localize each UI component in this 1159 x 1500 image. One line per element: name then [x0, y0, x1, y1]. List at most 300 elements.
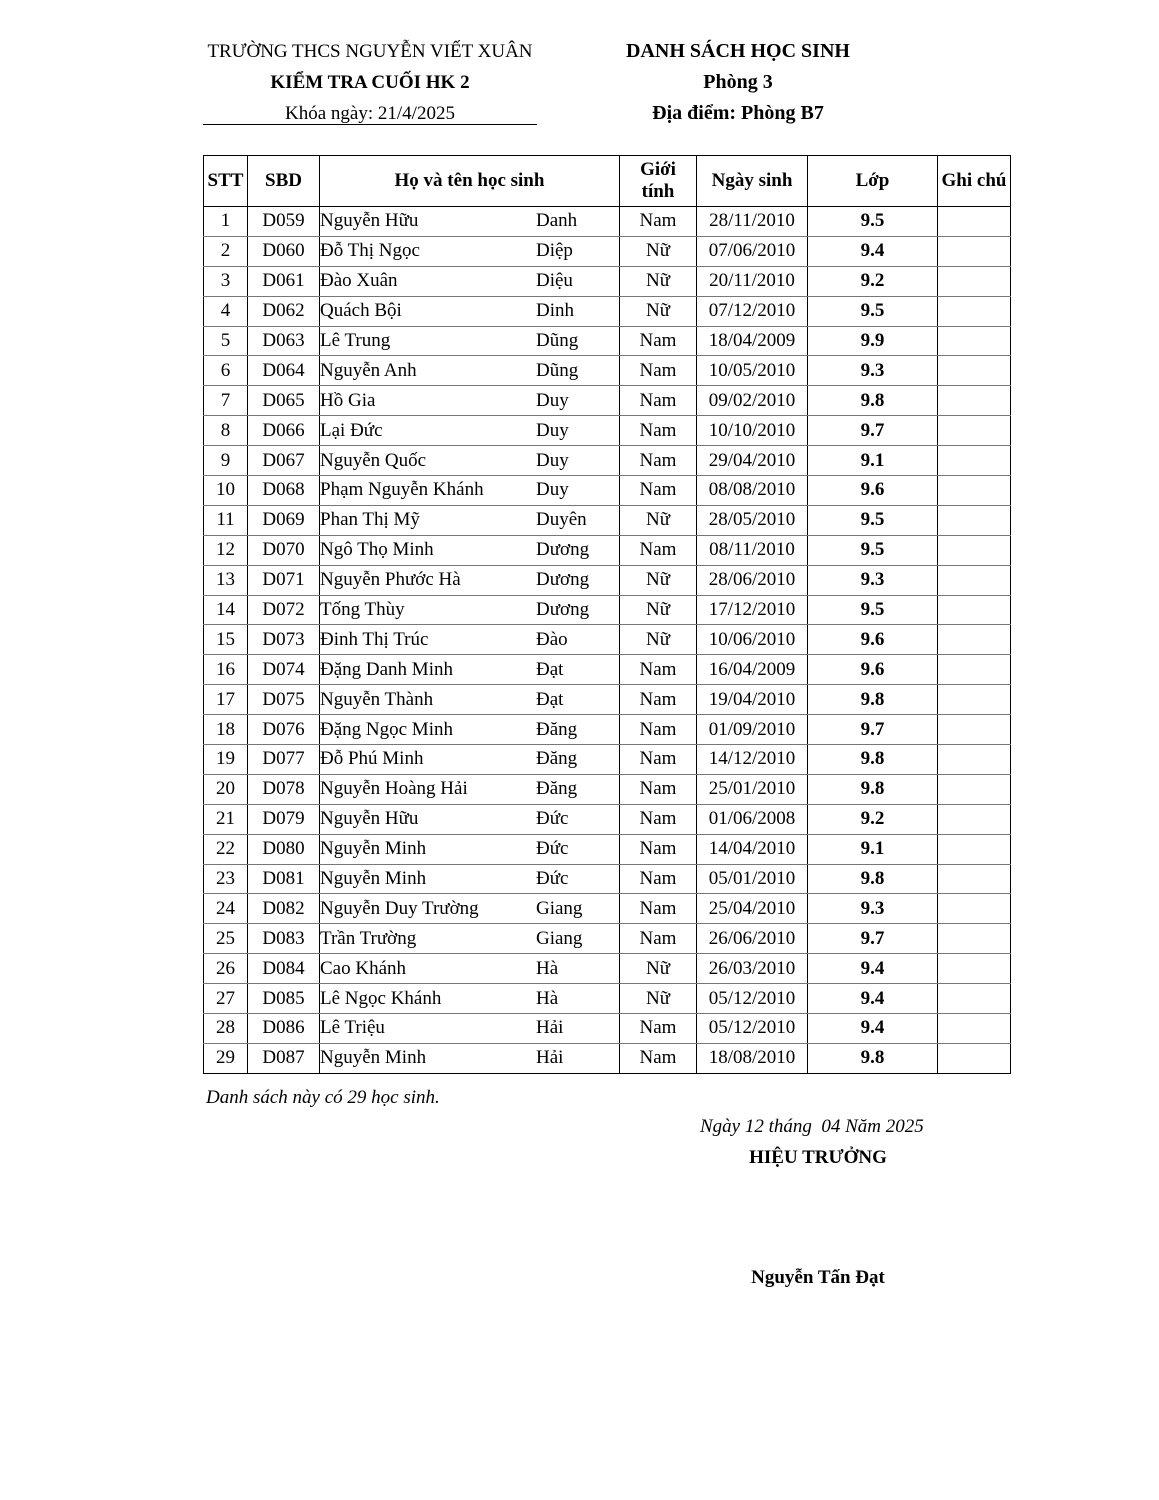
- cell-sbd: D073: [248, 625, 320, 655]
- cell-class: 9.8: [808, 745, 938, 775]
- table-row: [204, 894, 1011, 924]
- cell-name: [320, 834, 620, 864]
- cell-dob: 26/03/2010: [697, 954, 808, 984]
- page-title: DANH SÁCH HỌC SINH: [626, 40, 850, 62]
- cell-note: [938, 804, 1011, 834]
- last-name: Quách Bội: [320, 300, 402, 322]
- header-note: Ghi chú: [938, 156, 1011, 207]
- cell-class: 9.3: [808, 565, 938, 595]
- cell-stt: 24: [204, 894, 248, 924]
- cell-dob: 07/12/2010: [697, 296, 808, 326]
- cell-gender: Nam: [620, 685, 697, 715]
- cell-name: [320, 505, 620, 535]
- cell-stt: 14: [204, 595, 248, 625]
- given-name: Danh: [536, 210, 578, 232]
- cell-sbd: D079: [248, 804, 320, 834]
- cell-gender: Nam: [620, 834, 697, 864]
- cell-stt: 21: [204, 804, 248, 834]
- school-header: [203, 36, 537, 129]
- cell-note: [938, 745, 1011, 775]
- given-name: Duy: [536, 479, 569, 501]
- cell-class: 9.8: [808, 386, 938, 416]
- last-name: Nguyễn Duy Trường: [320, 897, 479, 919]
- cell-sbd: D061: [248, 266, 320, 296]
- table-row: [204, 416, 1011, 446]
- given-name: Dương: [536, 569, 590, 591]
- cell-name: [320, 565, 620, 595]
- cell-note: [938, 894, 1011, 924]
- cell-stt: 6: [204, 356, 248, 386]
- cell-class: 9.3: [808, 894, 938, 924]
- cell-gender: Nữ: [620, 565, 697, 595]
- cell-gender: Nam: [620, 416, 697, 446]
- cell-sbd: D063: [248, 326, 320, 356]
- cell-sbd: D077: [248, 745, 320, 775]
- given-name: Dương: [536, 539, 590, 561]
- table-row: [204, 595, 1011, 625]
- cell-sbd: D087: [248, 1043, 320, 1073]
- cell-dob: 05/12/2010: [697, 984, 808, 1014]
- header-divider: [203, 124, 537, 125]
- table-row: [204, 207, 1011, 237]
- cell-gender: Nam: [620, 326, 697, 356]
- header-gender: [620, 156, 697, 207]
- last-name: Nguyễn Minh: [320, 1047, 427, 1069]
- given-name: Duy: [536, 389, 569, 411]
- header-name: Họ và tên học sinh: [320, 156, 620, 207]
- cell-sbd: D060: [248, 236, 320, 266]
- table-row: [204, 655, 1011, 685]
- cell-class: 9.1: [808, 834, 938, 864]
- table-row: [204, 326, 1011, 356]
- cell-gender: Nữ: [620, 625, 697, 655]
- given-name: Giang: [536, 927, 583, 949]
- cell-note: [938, 476, 1011, 506]
- cell-note: [938, 356, 1011, 386]
- sign-date: Ngày 12 tháng 04 Năm 2025: [700, 1116, 924, 1137]
- cell-name: [320, 356, 620, 386]
- last-name: Cao Khánh: [320, 957, 407, 979]
- cell-dob: 09/02/2010: [697, 386, 808, 416]
- cell-dob: 01/06/2008: [697, 804, 808, 834]
- cell-stt: 8: [204, 416, 248, 446]
- cell-name: [320, 386, 620, 416]
- cell-dob: 25/04/2010: [697, 894, 808, 924]
- exam-date: Khóa ngày: 21/4/2025: [285, 103, 455, 124]
- cell-stt: 1: [204, 207, 248, 237]
- cell-dob: 29/04/2010: [697, 446, 808, 476]
- last-name: Lê Trung: [320, 330, 391, 351]
- cell-gender: Nam: [620, 356, 697, 386]
- cell-note: [938, 1043, 1011, 1073]
- cell-class: 9.6: [808, 476, 938, 506]
- cell-sbd: D083: [248, 924, 320, 954]
- cell-sbd: D068: [248, 476, 320, 506]
- cell-name: [320, 715, 620, 745]
- cell-dob: 10/10/2010: [697, 416, 808, 446]
- last-name: Nguyễn Anh: [320, 359, 417, 381]
- given-name: Đức: [536, 838, 569, 860]
- given-name: Dũng: [536, 330, 579, 351]
- cell-class: 9.8: [808, 864, 938, 894]
- cell-name: [320, 266, 620, 296]
- cell-gender: Nam: [620, 535, 697, 565]
- cell-stt: 27: [204, 984, 248, 1014]
- table-row: [204, 505, 1011, 535]
- cell-class: 9.5: [808, 296, 938, 326]
- cell-gender: Nữ: [620, 505, 697, 535]
- header-class: Lớp: [808, 156, 938, 207]
- table-row: [204, 954, 1011, 984]
- given-name: Duy: [536, 419, 569, 441]
- cell-name: [320, 535, 620, 565]
- cell-class: 9.4: [808, 1014, 938, 1044]
- cell-name: [320, 864, 620, 894]
- last-name: Tống Thùy: [320, 599, 405, 621]
- last-name: Phan Thị Mỹ: [320, 509, 420, 531]
- cell-sbd: D082: [248, 894, 320, 924]
- table-row: [204, 266, 1011, 296]
- cell-name: [320, 804, 620, 834]
- table-row: [204, 745, 1011, 775]
- signer-name: Nguyễn Tấn Đạt: [751, 1267, 885, 1288]
- cell-gender: Nam: [620, 864, 697, 894]
- cell-gender: Nữ: [620, 954, 697, 984]
- cell-name: [320, 774, 620, 804]
- cell-note: [938, 207, 1011, 237]
- cell-gender: Nữ: [620, 236, 697, 266]
- last-name: Trần Trường: [320, 927, 417, 949]
- cell-gender: Nam: [620, 476, 697, 506]
- table-row: [204, 1014, 1011, 1044]
- cell-class: 9.3: [808, 356, 938, 386]
- cell-name: [320, 416, 620, 446]
- table-row: [204, 864, 1011, 894]
- cell-dob: 10/06/2010: [697, 625, 808, 655]
- cell-sbd: D064: [248, 356, 320, 386]
- given-name: Hải: [536, 1017, 564, 1039]
- header-gender-line1: Giới: [640, 159, 676, 180]
- cell-sbd: D078: [248, 774, 320, 804]
- given-name: Dương: [536, 599, 590, 621]
- cell-dob: 18/08/2010: [697, 1043, 808, 1073]
- given-name: Đăng: [536, 748, 578, 770]
- table-row: [204, 625, 1011, 655]
- last-name: Nguyễn Hoàng Hải: [320, 778, 468, 800]
- cell-gender: Nam: [620, 386, 697, 416]
- last-name: Đỗ Thị Ngọc: [320, 240, 420, 262]
- cell-dob: 20/11/2010: [697, 266, 808, 296]
- cell-name: [320, 207, 620, 237]
- cell-note: [938, 416, 1011, 446]
- cell-note: [938, 834, 1011, 864]
- last-name: Đặng Danh Minh: [320, 658, 453, 680]
- cell-dob: 01/09/2010: [697, 715, 808, 745]
- last-name: Lại Đức: [320, 419, 383, 441]
- cell-dob: 07/06/2010: [697, 236, 808, 266]
- cell-sbd: D065: [248, 386, 320, 416]
- cell-name: [320, 625, 620, 655]
- header-dob: Ngày sinh: [697, 156, 808, 207]
- last-name: Lê Triệu: [320, 1017, 385, 1039]
- cell-note: [938, 1014, 1011, 1044]
- cell-sbd: D085: [248, 984, 320, 1014]
- table-row: [204, 834, 1011, 864]
- table-row: [204, 685, 1011, 715]
- cell-note: [938, 924, 1011, 954]
- cell-name: [320, 236, 620, 266]
- cell-class: 9.4: [808, 954, 938, 984]
- cell-class: 9.5: [808, 595, 938, 625]
- given-name: Hải: [536, 1047, 564, 1069]
- given-name: Dinh: [536, 300, 574, 322]
- given-name: Đăng: [536, 778, 578, 800]
- given-name: Hà: [536, 987, 559, 1009]
- given-name: Đăng: [536, 718, 578, 740]
- last-name: Ngô Thọ Minh: [320, 539, 434, 561]
- count-note: Danh sách này có 29 học sinh.: [206, 1087, 440, 1108]
- cell-class: 9.5: [808, 505, 938, 535]
- cell-name: [320, 984, 620, 1014]
- cell-class: 9.5: [808, 207, 938, 237]
- cell-name: [320, 296, 620, 326]
- last-name: Đặng Ngọc Minh: [320, 718, 453, 740]
- cell-name: [320, 894, 620, 924]
- cell-dob: 28/11/2010: [697, 207, 808, 237]
- given-name: Diệp: [536, 240, 573, 262]
- cell-name: [320, 595, 620, 625]
- cell-sbd: D074: [248, 655, 320, 685]
- cell-stt: 26: [204, 954, 248, 984]
- cell-note: [938, 446, 1011, 476]
- cell-gender: Nam: [620, 446, 697, 476]
- cell-sbd: D059: [248, 207, 320, 237]
- cell-sbd: D075: [248, 685, 320, 715]
- cell-class: 9.6: [808, 655, 938, 685]
- table-row: [204, 236, 1011, 266]
- table-row: [204, 446, 1011, 476]
- cell-dob: 14/04/2010: [697, 834, 808, 864]
- cell-note: [938, 864, 1011, 894]
- table-row: [204, 565, 1011, 595]
- table-row: [204, 715, 1011, 745]
- cell-dob: 14/12/2010: [697, 745, 808, 775]
- cell-class: 9.8: [808, 685, 938, 715]
- cell-dob: 05/01/2010: [697, 864, 808, 894]
- cell-stt: 25: [204, 924, 248, 954]
- cell-class: 9.7: [808, 924, 938, 954]
- last-name: Đỗ Phú Minh: [320, 748, 424, 770]
- last-name: Lê Ngọc Khánh: [320, 987, 442, 1009]
- cell-stt: 2: [204, 236, 248, 266]
- cell-gender: Nam: [620, 655, 697, 685]
- cell-note: [938, 984, 1011, 1014]
- cell-stt: 17: [204, 685, 248, 715]
- cell-stt: 19: [204, 745, 248, 775]
- cell-note: [938, 296, 1011, 326]
- cell-stt: 3: [204, 266, 248, 296]
- cell-class: 9.8: [808, 774, 938, 804]
- cell-name: [320, 446, 620, 476]
- cell-class: 9.7: [808, 416, 938, 446]
- signer-title: HIỆU TRƯỞNG: [749, 1147, 887, 1168]
- cell-sbd: D069: [248, 505, 320, 535]
- room-label: Phòng 3: [703, 71, 773, 93]
- last-name: Nguyễn Phước Hà: [320, 569, 461, 591]
- cell-name: [320, 924, 620, 954]
- cell-dob: 19/04/2010: [697, 685, 808, 715]
- cell-dob: 28/05/2010: [697, 505, 808, 535]
- cell-note: [938, 266, 1011, 296]
- given-name: Đào: [536, 628, 568, 650]
- cell-gender: Nam: [620, 207, 697, 237]
- cell-note: [938, 595, 1011, 625]
- cell-gender: Nam: [620, 774, 697, 804]
- cell-dob: 18/04/2009: [697, 326, 808, 356]
- cell-stt: 16: [204, 655, 248, 685]
- cell-sbd: D067: [248, 446, 320, 476]
- given-name: Đạt: [536, 688, 564, 710]
- last-name: Đào Xuân: [320, 270, 398, 292]
- table-row: [204, 386, 1011, 416]
- given-name: Hà: [536, 957, 559, 979]
- cell-dob: 08/08/2010: [697, 476, 808, 506]
- cell-stt: 13: [204, 565, 248, 595]
- cell-dob: 16/04/2009: [697, 655, 808, 685]
- cell-gender: Nam: [620, 894, 697, 924]
- cell-stt: 23: [204, 864, 248, 894]
- cell-name: [320, 1043, 620, 1073]
- cell-note: [938, 685, 1011, 715]
- last-name: Nguyễn Minh: [320, 838, 427, 860]
- cell-note: [938, 505, 1011, 535]
- cell-note: [938, 774, 1011, 804]
- cell-gender: Nam: [620, 804, 697, 834]
- cell-sbd: D084: [248, 954, 320, 984]
- cell-class: 9.8: [808, 1043, 938, 1073]
- exam-name: KIỂM TRA CUỐI HK 2: [270, 72, 470, 93]
- cell-sbd: D072: [248, 595, 320, 625]
- table-row: [204, 984, 1011, 1014]
- cell-sbd: D086: [248, 1014, 320, 1044]
- cell-name: [320, 685, 620, 715]
- cell-stt: 12: [204, 535, 248, 565]
- cell-note: [938, 326, 1011, 356]
- cell-gender: Nữ: [620, 296, 697, 326]
- table-body: [204, 207, 1011, 1074]
- cell-name: [320, 655, 620, 685]
- cell-stt: 4: [204, 296, 248, 326]
- cell-stt: 10: [204, 476, 248, 506]
- cell-stt: 5: [204, 326, 248, 356]
- given-name: Đức: [536, 808, 569, 830]
- cell-note: [938, 236, 1011, 266]
- given-name: Diệu: [536, 270, 573, 292]
- table-row: [204, 476, 1011, 506]
- cell-note: [938, 565, 1011, 595]
- cell-stt: 11: [204, 505, 248, 535]
- cell-dob: 08/11/2010: [697, 535, 808, 565]
- cell-note: [938, 715, 1011, 745]
- given-name: Đạt: [536, 658, 564, 680]
- cell-note: [938, 655, 1011, 685]
- cell-class: 9.4: [808, 236, 938, 266]
- last-name: Phạm Nguyễn Khánh: [320, 479, 484, 501]
- cell-sbd: D070: [248, 535, 320, 565]
- table-row: [204, 804, 1011, 834]
- cell-dob: 25/01/2010: [697, 774, 808, 804]
- given-name: Dũng: [536, 359, 579, 381]
- cell-dob: 10/05/2010: [697, 356, 808, 386]
- given-name: Đức: [536, 868, 569, 890]
- header-gender-line2: tính: [641, 181, 675, 202]
- last-name: Nguyễn Hữu: [320, 808, 419, 830]
- cell-stt: 20: [204, 774, 248, 804]
- cell-class: 9.2: [808, 266, 938, 296]
- cell-class: 9.5: [808, 535, 938, 565]
- last-name: Đinh Thị Trúc: [320, 628, 429, 650]
- given-name: Duyên: [536, 509, 587, 531]
- cell-sbd: D080: [248, 834, 320, 864]
- cell-gender: Nam: [620, 924, 697, 954]
- cell-class: 9.4: [808, 984, 938, 1014]
- cell-dob: 26/06/2010: [697, 924, 808, 954]
- cell-class: 9.9: [808, 326, 938, 356]
- table-row: [204, 356, 1011, 386]
- cell-stt: 9: [204, 446, 248, 476]
- cell-name: [320, 476, 620, 506]
- given-name: Duy: [536, 449, 569, 471]
- cell-sbd: D062: [248, 296, 320, 326]
- cell-stt: 15: [204, 625, 248, 655]
- cell-sbd: D066: [248, 416, 320, 446]
- cell-dob: 17/12/2010: [697, 595, 808, 625]
- cell-stt: 18: [204, 715, 248, 745]
- last-name: Nguyễn Thành: [320, 688, 434, 710]
- cell-dob: 28/06/2010: [697, 565, 808, 595]
- cell-stt: 7: [204, 386, 248, 416]
- cell-note: [938, 386, 1011, 416]
- cell-gender: Nam: [620, 745, 697, 775]
- header-sbd: SBD: [248, 156, 320, 207]
- cell-gender: Nam: [620, 1014, 697, 1044]
- cell-name: [320, 745, 620, 775]
- cell-gender: Nữ: [620, 595, 697, 625]
- cell-sbd: D071: [248, 565, 320, 595]
- cell-dob: 05/12/2010: [697, 1014, 808, 1044]
- header-stt: STT: [204, 156, 248, 207]
- cell-name: [320, 954, 620, 984]
- cell-class: 9.2: [808, 804, 938, 834]
- cell-sbd: D081: [248, 864, 320, 894]
- last-name: Nguyễn Minh: [320, 868, 427, 890]
- table-row: [204, 296, 1011, 326]
- cell-note: [938, 954, 1011, 984]
- cell-note: [938, 625, 1011, 655]
- cell-class: 9.7: [808, 715, 938, 745]
- cell-class: 9.1: [808, 446, 938, 476]
- cell-stt: 29: [204, 1043, 248, 1073]
- cell-stt: 28: [204, 1014, 248, 1044]
- student-table: [203, 155, 1011, 1074]
- list-header: [588, 36, 888, 129]
- school-name: TRƯỜNG THCS NGUYỄN VIẾT XUÂN: [207, 41, 533, 62]
- cell-gender: Nữ: [620, 984, 697, 1014]
- table-row: [204, 774, 1011, 804]
- last-name: Nguyễn Hữu: [320, 210, 419, 232]
- cell-name: [320, 326, 620, 356]
- table-row: [204, 924, 1011, 954]
